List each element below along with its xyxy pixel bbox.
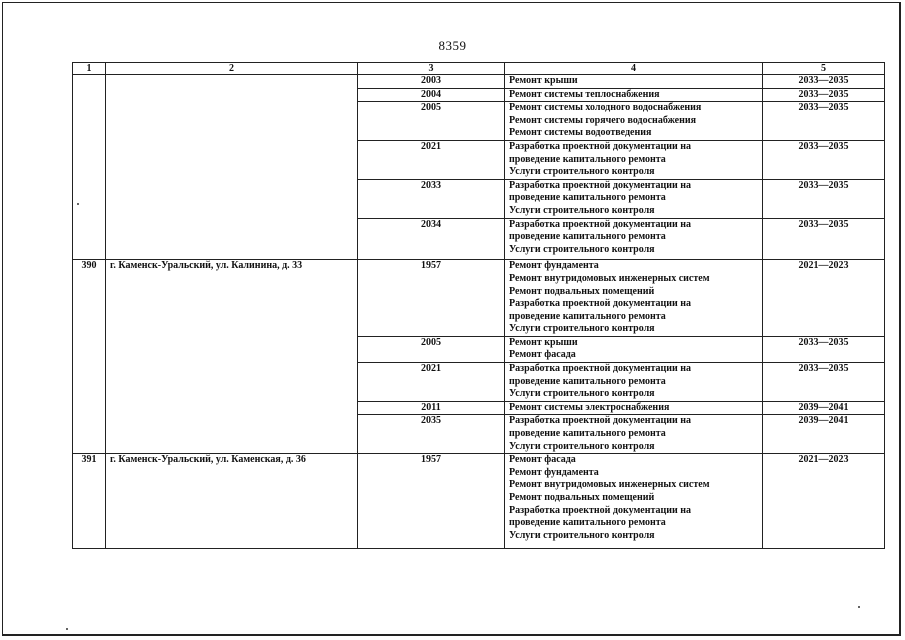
work-item: проведение капитального ремонта: [509, 375, 666, 387]
scan-speck: [858, 606, 860, 608]
work-item: Разработка проектной документации на: [509, 298, 692, 310]
period-cell: 2033—2035: [763, 140, 885, 179]
row-number-cell: [73, 218, 106, 260]
work-item: Ремонт внутридомовых инженерных систем: [509, 479, 710, 491]
work-item: Разработка проектной документации на: [509, 218, 692, 230]
works-cell: [505, 102, 763, 141]
work-item: Услуги строительного контроля: [509, 388, 655, 400]
column-header-1: 1: [73, 63, 106, 75]
capital-repair-table: [72, 62, 885, 549]
construction-year-cell: 2033: [358, 179, 505, 218]
construction-year-cell: 2011: [358, 401, 505, 415]
table-row: [73, 401, 885, 415]
address-cell: [106, 102, 358, 141]
construction-year-cell: 1957: [358, 260, 505, 337]
address-cell: г. Каменск-Уральский, ул. Калинина, д. 33: [106, 260, 358, 337]
work-item: Ремонт системы холодного водоснабжения: [509, 102, 702, 114]
table-row: [73, 179, 885, 218]
row-number-cell: [73, 140, 106, 179]
address-cell: [106, 218, 358, 260]
works-cell: [505, 401, 763, 415]
address-cell: [106, 336, 358, 362]
work-item: Ремонт внутридомовых инженерных систем: [509, 272, 710, 284]
column-header-4: 4: [505, 63, 763, 75]
address-cell: [106, 401, 358, 415]
work-item: Ремонт фасада: [509, 349, 576, 361]
period-cell: 2033—2035: [763, 88, 885, 102]
row-number-cell: [73, 179, 106, 218]
column-header-3: 3: [358, 63, 505, 75]
table-row: [73, 88, 885, 102]
works-cell: [505, 218, 763, 260]
work-item: проведение капитального ремонта: [509, 310, 666, 322]
table-body: [73, 75, 885, 549]
work-item: Ремонт подвальных помещений: [509, 285, 655, 297]
work-item: Ремонт системы электроснабжения: [509, 401, 670, 413]
table-row: [73, 218, 885, 260]
row-number-cell: [73, 415, 106, 454]
row-number-cell: [73, 401, 106, 415]
work-item: Ремонт фундамента: [509, 260, 599, 272]
address-cell: г. Каменск-Уральский, ул. Каменская, д. 36: [106, 454, 358, 549]
table-row: [73, 140, 885, 179]
works-cell: [505, 179, 763, 218]
period-cell: 2033—2035: [763, 179, 885, 218]
construction-year-cell: 2005: [358, 102, 505, 141]
period-cell: 2039—2041: [763, 401, 885, 415]
address-cell: [106, 363, 358, 402]
work-item: Ремонт системы теплоснабжения: [509, 88, 660, 100]
work-item: Разработка проектной документации на: [509, 140, 692, 152]
work-item: проведение капитального ремонта: [509, 153, 666, 165]
scan-speck: [66, 628, 68, 630]
works-cell: [505, 454, 763, 549]
works-cell: [505, 415, 763, 454]
works-cell: [505, 363, 763, 402]
period-cell: 2033—2035: [763, 102, 885, 141]
work-item: Разработка проектной документации на: [509, 363, 692, 375]
period-cell: 2021—2023: [763, 260, 885, 337]
works-cell: [505, 75, 763, 89]
period-cell: 2039—2041: [763, 415, 885, 454]
work-item: Ремонт подвальных помещений: [509, 492, 655, 503]
page-number: 8359: [438, 38, 467, 53]
work-item: Услуги строительного контроля: [509, 323, 655, 335]
work-item: Услуги строительного контроля: [509, 440, 655, 452]
construction-year-cell: 1957: [358, 454, 505, 549]
address-cell: [106, 179, 358, 218]
construction-year-cell: 2003: [358, 75, 505, 89]
work-item: Ремонт крыши: [509, 336, 578, 348]
address-cell: [106, 415, 358, 454]
construction-year-cell: 2034: [358, 218, 505, 260]
construction-year-cell: 2021: [358, 140, 505, 179]
work-item: проведение капитального ремонта: [509, 192, 666, 204]
work-item: Ремонт фасада: [509, 454, 576, 466]
table-row: [73, 336, 885, 362]
construction-year-cell: 2004: [358, 88, 505, 102]
works-cell: [505, 140, 763, 179]
work-item: Ремонт фундамента: [509, 466, 599, 478]
period-cell: 2021—2023: [763, 454, 885, 549]
table-row: [73, 75, 885, 89]
header-row: [73, 63, 885, 75]
work-item: Услуги строительного контроля: [509, 243, 655, 255]
period-cell: 2033—2035: [763, 336, 885, 362]
work-item: Разработка проектной документации на: [509, 179, 692, 191]
work-item: Услуги строительного контроля: [509, 166, 655, 178]
works-cell: [505, 88, 763, 102]
work-item: Ремонт системы водоотведения: [509, 127, 652, 139]
address-cell: [106, 140, 358, 179]
table-row: [73, 260, 885, 337]
work-item: проведение капитального ремонта: [509, 231, 666, 243]
row-number-cell: [73, 75, 106, 89]
work-item: Ремонт крыши: [509, 75, 578, 86]
address-cell: [106, 88, 358, 102]
address-cell: [106, 75, 358, 89]
column-header-2: 2: [106, 63, 358, 75]
work-item: Услуги строительного контроля: [509, 529, 655, 541]
column-header-5: 5: [763, 63, 885, 75]
period-cell: 2033—2035: [763, 218, 885, 260]
construction-year-cell: 2005: [358, 336, 505, 362]
work-item: Разработка проектной документации на: [509, 415, 692, 427]
work-item: Ремонт системы горячего водоснабжения: [509, 114, 697, 126]
work-item: Разработка проектной документации на: [509, 504, 692, 516]
row-number-cell: [73, 102, 106, 141]
row-number-cell: [73, 336, 106, 362]
scan-speck: [77, 203, 79, 205]
row-number-cell: [73, 363, 106, 402]
work-item: Услуги строительного контроля: [509, 204, 655, 216]
table-row: [73, 454, 885, 549]
table-row: [73, 363, 885, 402]
work-item: проведение капитального ремонта: [509, 428, 666, 440]
row-number-cell: [73, 88, 106, 102]
table-row: [73, 415, 885, 454]
construction-year-cell: 2035: [358, 415, 505, 454]
row-number-cell: 390: [73, 260, 106, 337]
row-number-cell: 391: [73, 454, 106, 549]
work-item: проведение капитального ремонта: [509, 517, 666, 529]
period-cell: 2033—2035: [763, 363, 885, 402]
period-cell: 2033—2035: [763, 75, 885, 89]
works-cell: [505, 260, 763, 337]
works-cell: [505, 336, 763, 362]
table-row: [73, 102, 885, 141]
construction-year-cell: 2021: [358, 363, 505, 402]
